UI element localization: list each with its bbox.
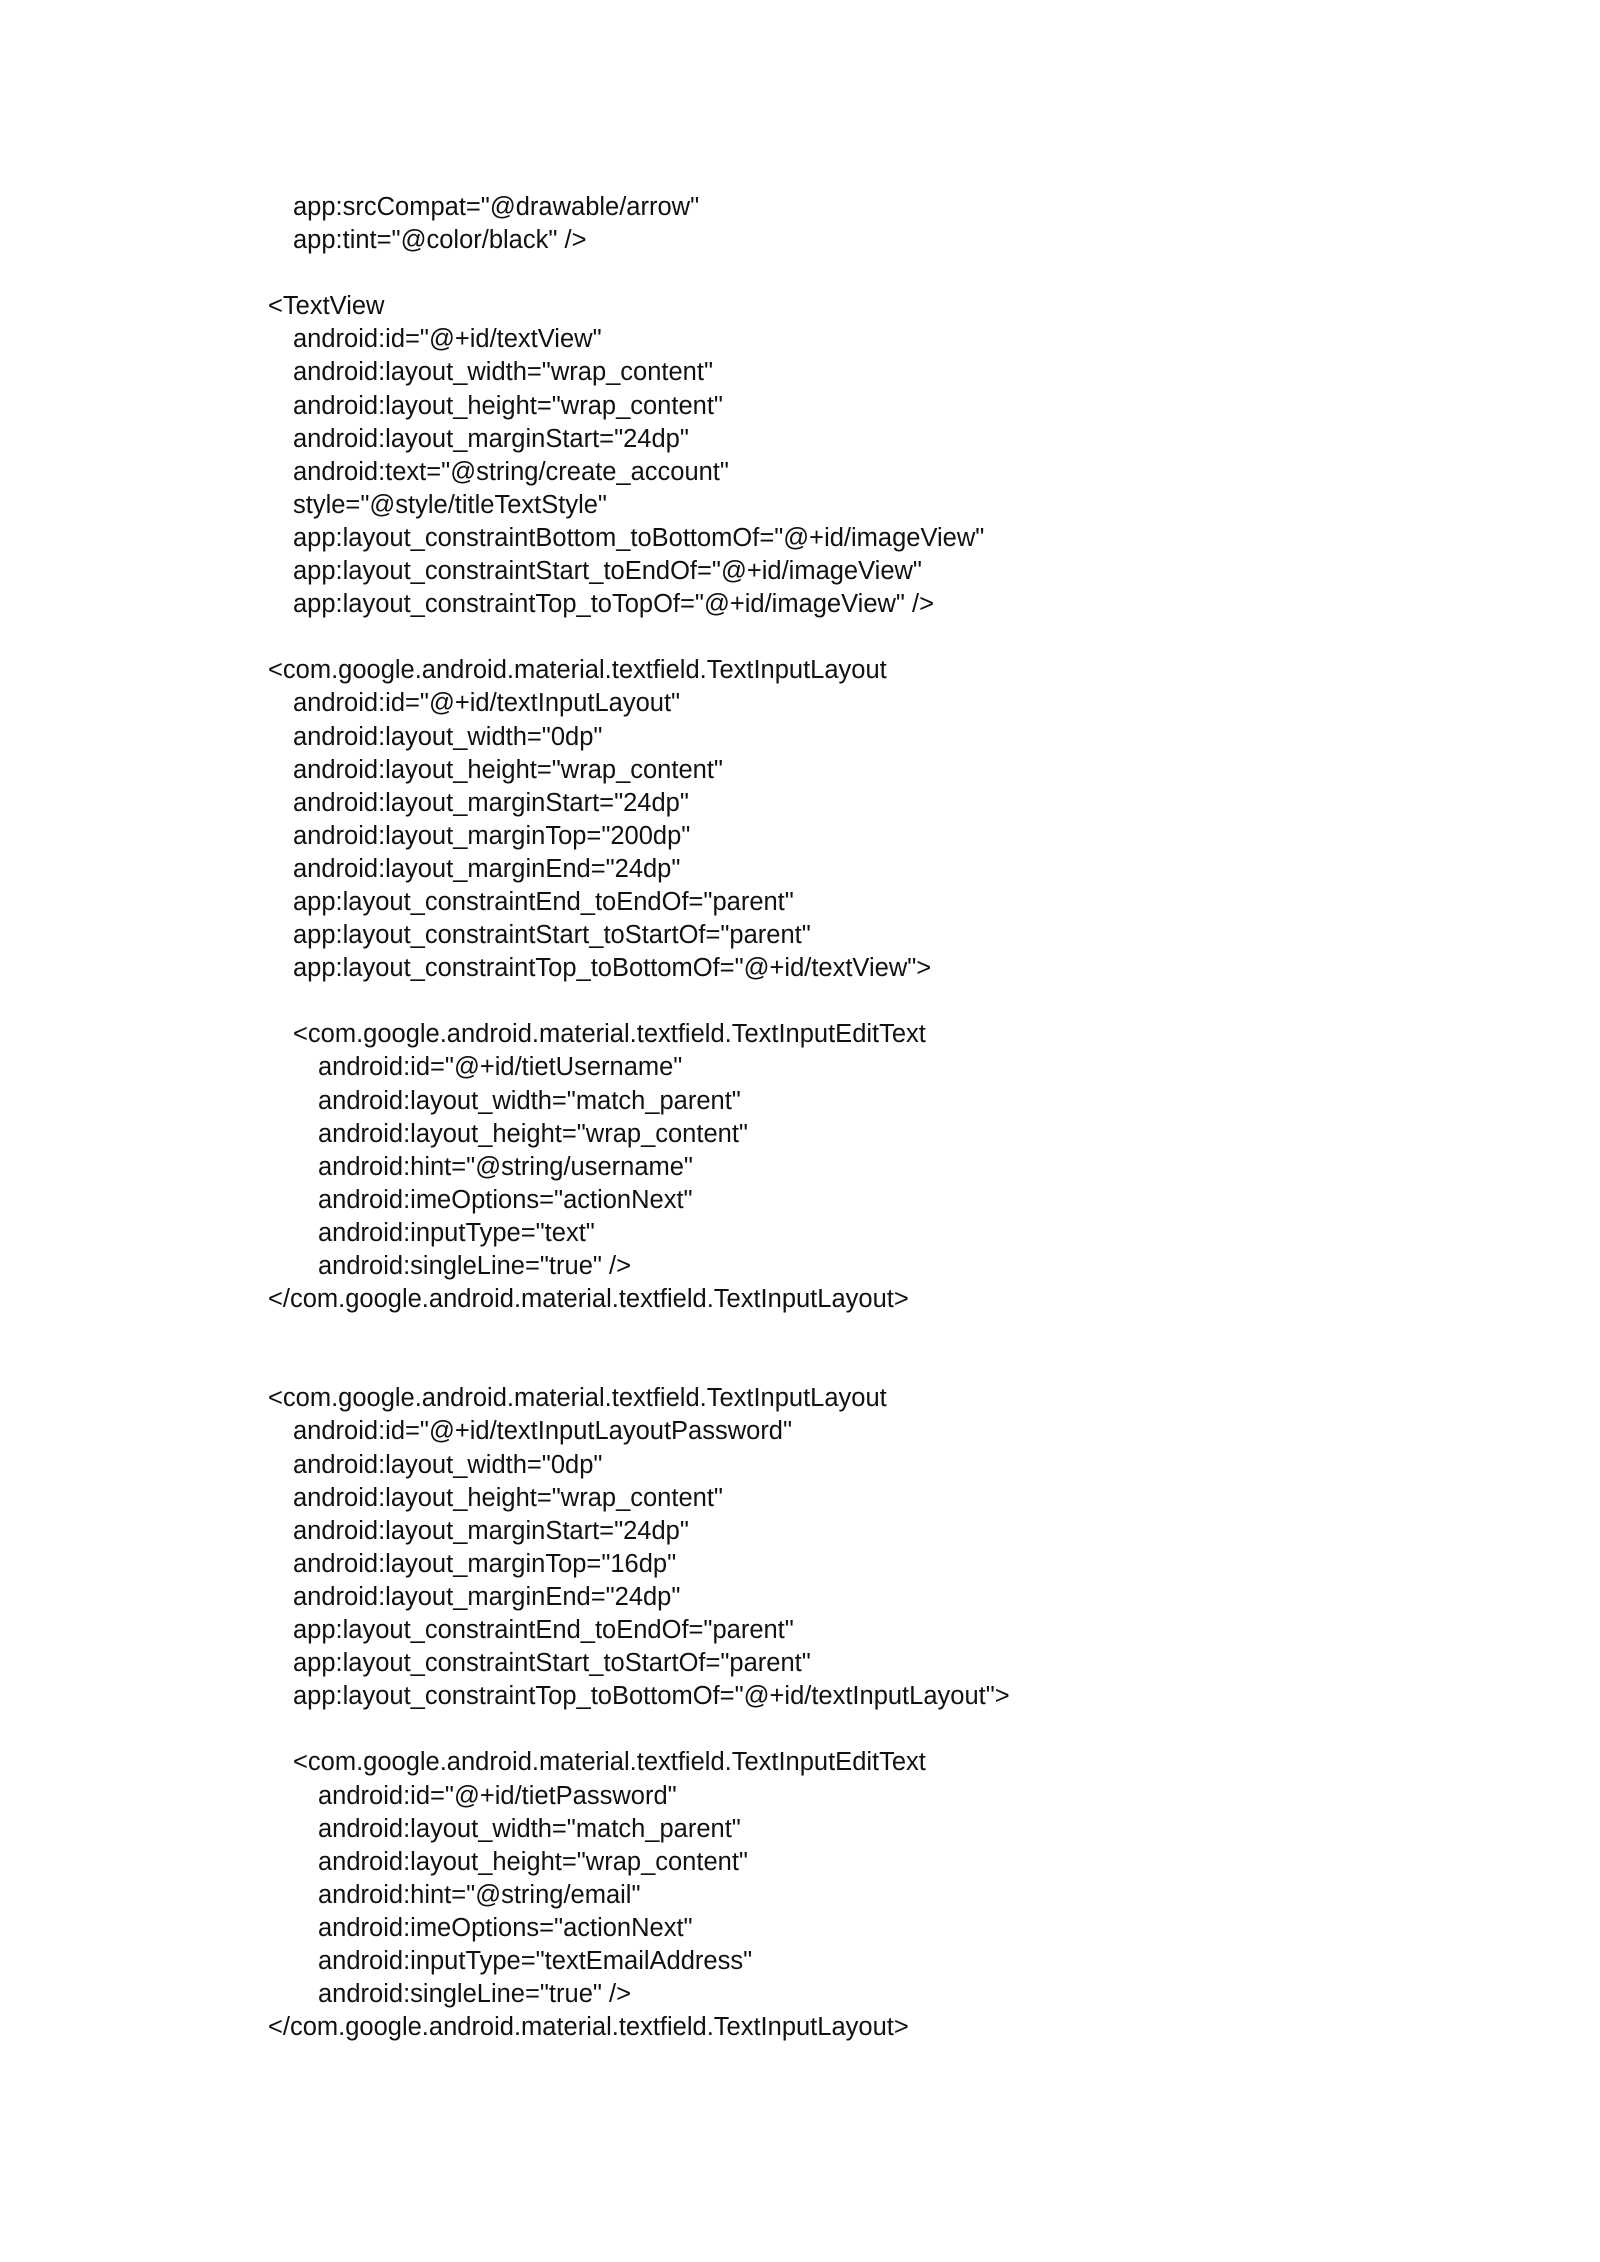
code-line: android:id="@+id/textInputLayoutPassword" (293, 1417, 793, 1446)
code-line: style="@style/titleTextStyle" (293, 490, 607, 519)
code-line: android:layout_height="wrap_content" (293, 1483, 723, 1512)
code-line: android:layout_marginStart="24dp" (293, 1516, 689, 1545)
code-line (268, 2044, 1010, 2077)
code-line: android:layout_marginEnd="24dp" (293, 854, 681, 883)
code-line: android:layout_width="0dp" (293, 1450, 603, 1479)
code-line: android:inputType="textEmailAddress" (318, 1946, 753, 1975)
code-line: android:text="@string/create_account" (293, 457, 729, 486)
code-line: app:layout_constraintBottom_toBottomOf="@+id/imageView" (293, 523, 985, 552)
xml-code-block (268, 191, 1010, 2077)
code-line: app:layout_constraintTop_toBottomOf="@+id/textView"> (293, 954, 932, 983)
code-line: android:imeOptions="actionNext" (318, 1185, 693, 1214)
code-line: <TextView (268, 292, 385, 321)
code-line: android:id="@+id/tietUsername" (318, 1053, 683, 1082)
code-line: android:singleLine="true" /> (318, 1252, 631, 1280)
code-line: android:layout_marginStart="24dp" (293, 424, 689, 453)
code-line: app:tint="@color/black" /> (293, 226, 587, 255)
code-line (268, 1316, 1010, 1349)
code-line (268, 985, 1010, 1018)
code-line: android:layout_marginEnd="24dp" (293, 1582, 681, 1611)
code-line: android:id="@+id/tietPassword" (318, 1781, 677, 1810)
code-line: android:layout_height="wrap_content" (318, 1119, 748, 1148)
code-line: android:hint="@string/username" (318, 1152, 693, 1181)
code-line: android:layout_marginTop="200dp" (293, 821, 691, 850)
code-line: app:layout_constraintTop_toBottomOf="@+id/textInputLayout"> (293, 1682, 1010, 1711)
code-line: android:layout_marginTop="16dp" (293, 1549, 677, 1578)
code-line: app:layout_constraintTop_toTopOf="@+id/imageView" /> (293, 590, 935, 619)
code-line: <com.google.android.material.textfield.TextInputLayout (268, 1384, 887, 1413)
code-line: android:layout_marginStart="24dp" (293, 788, 689, 817)
code-line: android:layout_width="wrap_content" (293, 358, 714, 387)
code-line: app:layout_constraintStart_toEndOf="@+id/imageView" (293, 557, 922, 586)
code-line: android:layout_width="0dp" (293, 722, 603, 751)
code-line: </com.google.android.material.textfield.TextInputLayout> (268, 2013, 909, 2042)
code-line: android:layout_width="match_parent" (318, 1086, 741, 1115)
code-line: app:layout_constraintEnd_toEndOf="parent" (293, 887, 794, 916)
code-line: android:layout_width="match_parent" (318, 1814, 741, 1843)
code-line: android:id="@+id/textInputLayout" (293, 689, 681, 718)
code-line (268, 1349, 1010, 1382)
code-line (268, 1713, 1010, 1746)
code-line: android:layout_height="wrap_content" (318, 1847, 748, 1876)
code-line: app:layout_constraintStart_toStartOf="parent" (293, 1649, 811, 1678)
code-line: app:layout_constraintStart_toStartOf="parent" (293, 921, 811, 950)
code-line (268, 257, 1010, 290)
code-line: android:imeOptions="actionNext" (318, 1913, 693, 1942)
code-line: android:hint="@string/email" (318, 1880, 641, 1909)
code-line: android:id="@+id/textView" (293, 325, 602, 354)
code-line: app:srcCompat="@drawable/arrow" (293, 193, 700, 221)
code-line: </com.google.android.material.textfield.TextInputLayout> (268, 1285, 909, 1314)
code-line: <com.google.android.material.textfield.TextInputEditText (293, 1020, 926, 1049)
code-line: android:layout_height="wrap_content" (293, 755, 723, 784)
code-line: <com.google.android.material.textfield.TextInputLayout (268, 656, 887, 685)
code-line: android:layout_height="wrap_content" (293, 391, 723, 420)
code-line: android:singleLine="true" /> (318, 1980, 631, 2009)
code-line: <com.google.android.material.textfield.TextInputEditText (293, 1748, 926, 1777)
code-line (268, 621, 1010, 654)
code-line: android:inputType="text" (318, 1218, 595, 1247)
code-line: app:layout_constraintEnd_toEndOf="parent" (293, 1616, 794, 1645)
